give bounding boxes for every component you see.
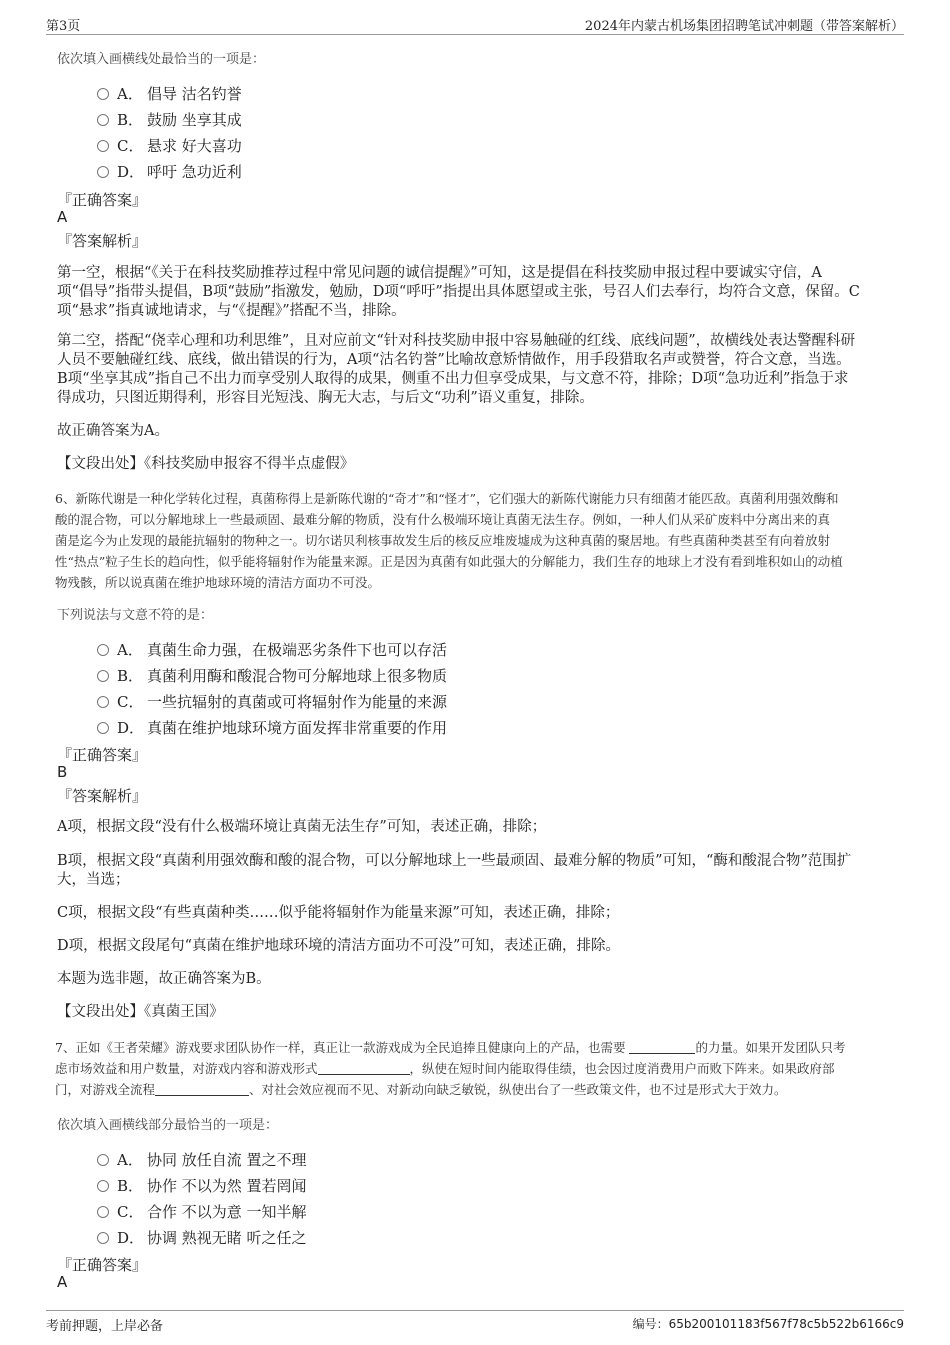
q7-answer-label: 『正确答案』 — [57, 1256, 148, 1274]
q7-stem: 7、正如《王者荣耀》游戏要求团队协作一样，真正让一款游戏成为全民追捧且健康向上的产品，也需要 的力量。如果开发团队只考 虑市场效益和用户数量，对游戏内容和游戏形式 ，纵使在短时间内能取得佳绩，也会因过度消费用户而败下阵来。如果政府部 门，对游戏全流程 、对社会效应视而不见、对新动向缺乏敏锐，纵使出台了一些政策文件，也不过是形式大于效力。 — [55, 1040, 846, 1097]
q7-answer: A — [57, 1273, 68, 1291]
q5-prompt: 依次填入画横线处最恰当的一项是： — [57, 52, 266, 67]
radio-icon[interactable] — [97, 722, 109, 734]
q6-prompt: 下列说法与文意不符的是： — [57, 608, 214, 623]
q7-prompt: 依次填入画横线部分最恰当的一项是： — [57, 1118, 279, 1133]
q5-analysis-para-1: 第一空，根据“《关于在科技奖励推荐过程中常见问题的诚信提醒》”可知，这是提倡在科技奖励申报过程中要诚实守信，A 项“倡导”指带头提倡，B项“鼓励”指激发，勉励，D项“呼吁”指提出具体愿望或主张，号召人们去奉行，均符合文意，保留。C 项“悬求”指真诚地请求，与“《提醒》”搭配不当，排除。 — [57, 265, 860, 319]
q6-option-d[interactable]: D． 真菌在维护地球环境方面发挥非常重要的作用 — [97, 717, 942, 738]
page-number: 第3页 — [46, 19, 81, 34]
radio-icon[interactable] — [97, 1232, 109, 1244]
q5-analysis-para-2: 第二空，搭配“侥幸心理和功利思维”，且对应前文“针对科技奖励申报中容易触碰的红线、底线问题”，故横线处表达警醒科研 人员不要触碰红线、底线，做出错误的行为，A项“沽名钓誉”比喻故意矫情做作，用手段猎取名声或赞誉，符合文意，当选。 B项“坐享其成”指自己不出力而享受别人取得的成果，侧重不出力但享受成果，与文意不符，排除；D项“急功近利”指急于求 得成功，只图近期得利，形容目光短浅、胸无大志，与后文“功利”语义重复，排除。 — [57, 333, 856, 406]
q6-analysis-d: D项，根据文段尾句“真菌在维护地球环境的清洁方面功不可没”可知，表述正确，排除。 — [57, 938, 620, 954]
footer-slogan: 考前押题，上岸必备 — [46, 1319, 164, 1334]
q5-option-b[interactable]: B． 鼓励 坐享其成 — [97, 109, 942, 130]
q5-option-a[interactable]: A． 倡导 沽名钓誉 — [97, 83, 942, 104]
q6-analysis-b: B项，根据文段“真菌利用强效酶和酸的混合物，可以分解地球上一些最顽固、最难分解的物质”可知，“酶和酸混合物”范围扩 大，当选； — [57, 853, 852, 888]
document-title: 2024年内蒙古机场集团招聘笔试冲刺题（带答案解析） — [584, 19, 904, 34]
q6-analysis-c: C项，根据文段“有些真菌种类……似乎能将辐射作为能量来源”可知，表述正确，排除； — [57, 905, 620, 921]
radio-icon[interactable] — [97, 166, 109, 178]
q7-option-d[interactable]: D． 协调 熟视无睹 听之任之 — [97, 1227, 942, 1248]
q7-option-c[interactable]: C． 合作 不以为意 一知半解 — [97, 1201, 942, 1222]
radio-icon[interactable] — [97, 696, 109, 708]
q6-option-a[interactable]: A． 真菌生命力强，在极端恶劣条件下也可以存活 — [97, 639, 942, 660]
q6-analysis-a: A项，根据文段“没有什么极端环境让真菌无法生存”可知，表述正确，排除； — [57, 819, 547, 835]
q6-option-b[interactable]: B． 真菌利用酶和酸混合物可分解地球上很多物质 — [97, 665, 942, 686]
q6-answer: B — [57, 763, 68, 781]
q6-analysis-label: 『答案解析』 — [57, 787, 148, 805]
radio-icon[interactable] — [97, 1154, 109, 1166]
q7-option-b[interactable]: B． 协作 不以为然 置若罔闻 — [97, 1175, 942, 1196]
q5-option-d[interactable]: D． 呼吁 急功近利 — [97, 161, 942, 182]
q5-analysis-label: 『答案解析』 — [57, 232, 148, 250]
radio-icon[interactable] — [97, 1206, 109, 1218]
q6-answer-label: 『正确答案』 — [57, 746, 148, 764]
page-header — [46, 12, 904, 35]
fill-blank-2 — [318, 1062, 410, 1075]
q5-answer: A — [57, 208, 68, 226]
q6-option-c[interactable]: C． 一些抗辐射的真菌或可将辐射作为能量的来源 — [97, 691, 942, 712]
document-code: 编号：65b200101183f567f78c5b522b6166c9 — [632, 1317, 904, 1331]
page-footer — [46, 1310, 904, 1335]
radio-icon[interactable] — [97, 644, 109, 656]
fill-blank-1 — [629, 1041, 695, 1054]
q6-stem: 6、新陈代谢是一种化学转化过程，真菌称得上是新陈代谢的“奇才”和“怪才”，它们强大的新陈代谢能力只有细菌才能匹敌。真菌利用强效酶和 酸的混合物，可以分解地球上一些最顽固、最难分解的物质，没有什么极端环境让真菌无法生存。例如，一种人们从采矿废料中分离出来的真 菌是迄今为止发现的最能抗辐射的物种之一。切尔诺贝利核事故发生后的核反应堆废墟成为这种真菌的聚居地。有些真菌种类甚至有向着放射 性“热点”粒子生长的趋向性，似乎能将辐射作为能量来源。正是因为真菌有如此强大的分解能力，我们生存的地球上才没有看到堆积如山的动植 物残骸，所以说真菌在维护地球环境的清洁方面功不可没。 — [55, 491, 843, 590]
q7-option-a[interactable]: A． 协同 放任自流 置之不理 — [97, 1149, 942, 1170]
q6-source: 【文段出处】《真菌王国》 — [57, 1004, 224, 1020]
radio-icon[interactable] — [97, 88, 109, 100]
q5-source: 【文段出处】《科技奖励申报容不得半点虚假》 — [57, 456, 355, 472]
radio-icon[interactable] — [97, 1180, 109, 1192]
q5-option-c[interactable]: C． 悬求 好大喜功 — [97, 135, 942, 156]
radio-icon[interactable] — [97, 114, 109, 126]
fill-blank-3 — [155, 1083, 249, 1096]
q5-answer-label: 『正确答案』 — [57, 191, 148, 209]
q5-conclusion: 故正确答案为A。 — [57, 423, 169, 439]
q6-conclusion: 本题为选非题，故正确答案为B。 — [57, 971, 271, 987]
radio-icon[interactable] — [97, 670, 109, 682]
radio-icon[interactable] — [97, 140, 109, 152]
